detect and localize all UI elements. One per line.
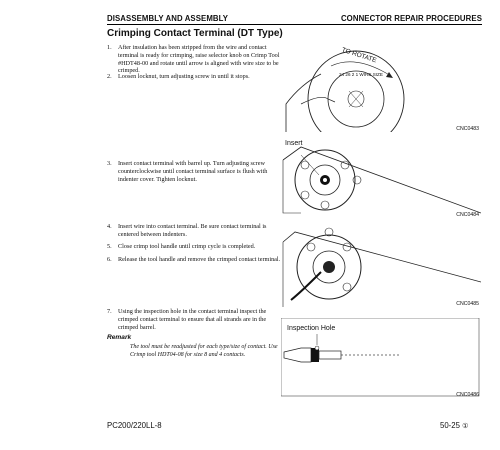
page-number-text: 50-25	[440, 421, 460, 430]
step-number: 5.	[107, 243, 112, 250]
step-text: Insert wire into contact terminal. Be sure contact terminal is centered between indenters.	[118, 223, 267, 238]
step-number: 3.	[107, 160, 112, 167]
remark-text: The tool must be readjusted for each type/size of contact. Use Crimp tool HDT04-08 for size 8 and 4 contacts.	[130, 344, 278, 358]
remark-heading: Remark	[107, 334, 132, 341]
figure-caption: CNC0484	[456, 212, 479, 218]
insert-label: Insert	[285, 140, 303, 147]
model-number: PC200/220LL-8	[107, 421, 162, 430]
header-section-right: CONNECTOR REPAIR PROCEDURES	[340, 14, 482, 23]
step-number: 1.	[107, 44, 112, 51]
step-text: After insulation has been stripped from the wire and contact terminal is ready for crimping, raise selector knob on Crimp Tool #HDT48-00 and rotate until arrow is aligned with wire size to be crimped.	[118, 44, 280, 75]
dial-rotate-label: TO ROTATE	[340, 46, 378, 65]
step-3	[107, 160, 287, 183]
step-6	[107, 256, 287, 264]
step-number: 7.	[107, 308, 112, 315]
insert-illustration	[281, 135, 481, 218]
dial-size-numbers: 24 26 2 1 WIRE SIZE	[339, 72, 383, 77]
step-number: 6.	[107, 256, 112, 263]
page-header	[107, 14, 482, 25]
figure-crimp	[281, 222, 481, 307]
page-title: Crimping Contact Terminal (DT Type)	[107, 28, 283, 39]
figure-caption: CNC0486	[456, 392, 479, 398]
inspection-hole-label: Inspection Hole	[287, 325, 336, 332]
step-text: Loosen locknut, turn adjusting screw in until it stops.	[118, 73, 250, 80]
step-7	[107, 308, 287, 331]
step-2	[107, 73, 287, 81]
step-number: 4.	[107, 223, 112, 230]
step-text: Insert contact terminal with barrel up. Turn adjusting screw counterclockwise until contact terminal surface is flush with indenter cover. Tighten locknut.	[118, 160, 268, 183]
figure-inspection	[281, 318, 481, 398]
step-text: Close crimp tool handle until crimp cycle is completed.	[118, 243, 256, 250]
step-number: 2.	[107, 73, 112, 80]
step-4	[107, 223, 287, 239]
figure-dial	[281, 44, 481, 132]
dial-illustration	[281, 44, 481, 132]
header-section-left: DISASSEMBLY AND ASSEMBLY	[107, 14, 229, 23]
step-5	[107, 243, 287, 251]
step-1	[107, 44, 287, 75]
step-text: Using the inspection hole in the contact terminal inspect the crimped contact terminal to ensure that all strands are in the crimped barrel.	[118, 308, 267, 331]
figure-caption: CNC0483	[456, 126, 479, 132]
figure-insert	[281, 135, 481, 218]
step-text: Release the tool handle and remove the crimped contact terminal.	[118, 256, 281, 263]
page-number	[440, 421, 468, 430]
figure-caption: CNC0485	[456, 301, 479, 307]
circled-1-icon: ①	[462, 423, 469, 430]
crimp-illustration	[281, 222, 481, 307]
